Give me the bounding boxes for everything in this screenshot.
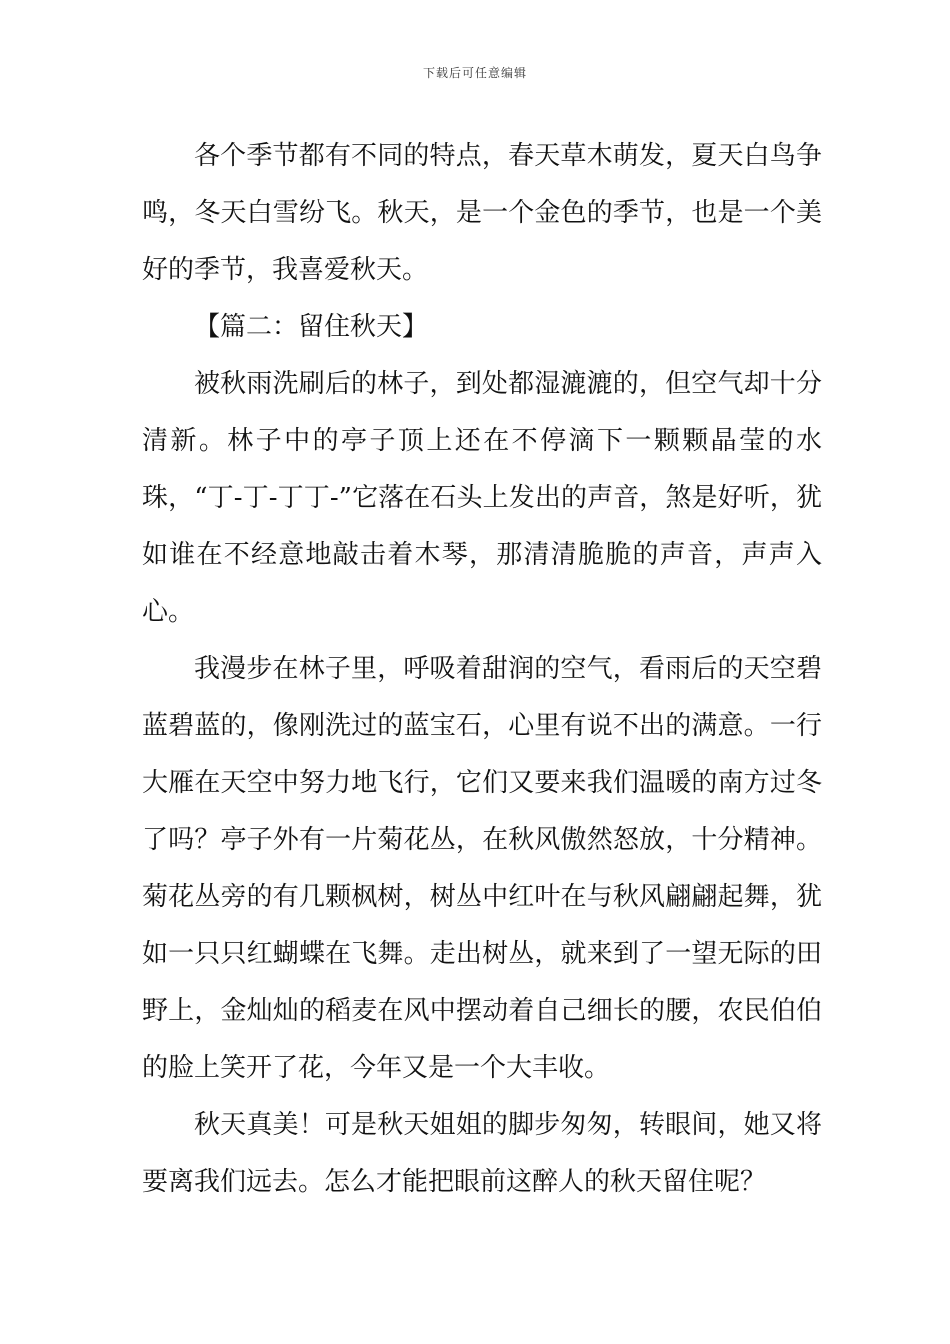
document-body: [142, 128, 822, 1211]
paragraph-walk: 我漫步在林子里，呼吸着甜润的空气，看雨后的天空碧蓝碧蓝的，像刚洗过的蓝宝石，心里有说不出的满意。一行大雁在天空中努力地飞行，它们又要来我们温暖的南方过冬了吗？亭子外有一片菊花丛，在秋风傲然怒放，十分精神。菊花丛旁的有几颗枫树，树丛中红叶在与秋风翩翩起舞，犹如一只只红蝴蝶在飞舞。走出树丛，就来到了一望无际的田野上，金灿灿的稻麦在风中摆动着自己细长的腰，农民伯伯的脸上笑开了花，今年又是一个大丰收。: [142, 654, 822, 1083]
paragraph-intro: 各个季节都有不同的特点，春天草木萌发，夏天白鸟争鸣，冬天白雪纷飞。秋天，是一个金色的季节，也是一个美好的季节，我喜爱秋天。: [142, 141, 822, 285]
page-header: 下载后可任意编辑: [422, 66, 527, 80]
section-heading: 【篇二：留住秋天】: [194, 312, 429, 342]
paragraph-ending: 秋天真美！可是秋天姐姐的脚步匆匆，转眼间，她又将要离我们远去。怎么才能把眼前这醉人的秋天留住呢？: [142, 1110, 822, 1197]
paragraph-forest: 被秋雨洗刷后的林子，到处都湿漉漉的，但空气却十分清新。林子中的亭子顶上还在不停滴下一颗颗晶莹的水珠，“丁-丁-丁丁-”它落在石头上发出的声音，煞是好听，犹如谁在不经意地敲击着木琴，那清清脆脆的声音，声声入心。: [142, 369, 822, 627]
